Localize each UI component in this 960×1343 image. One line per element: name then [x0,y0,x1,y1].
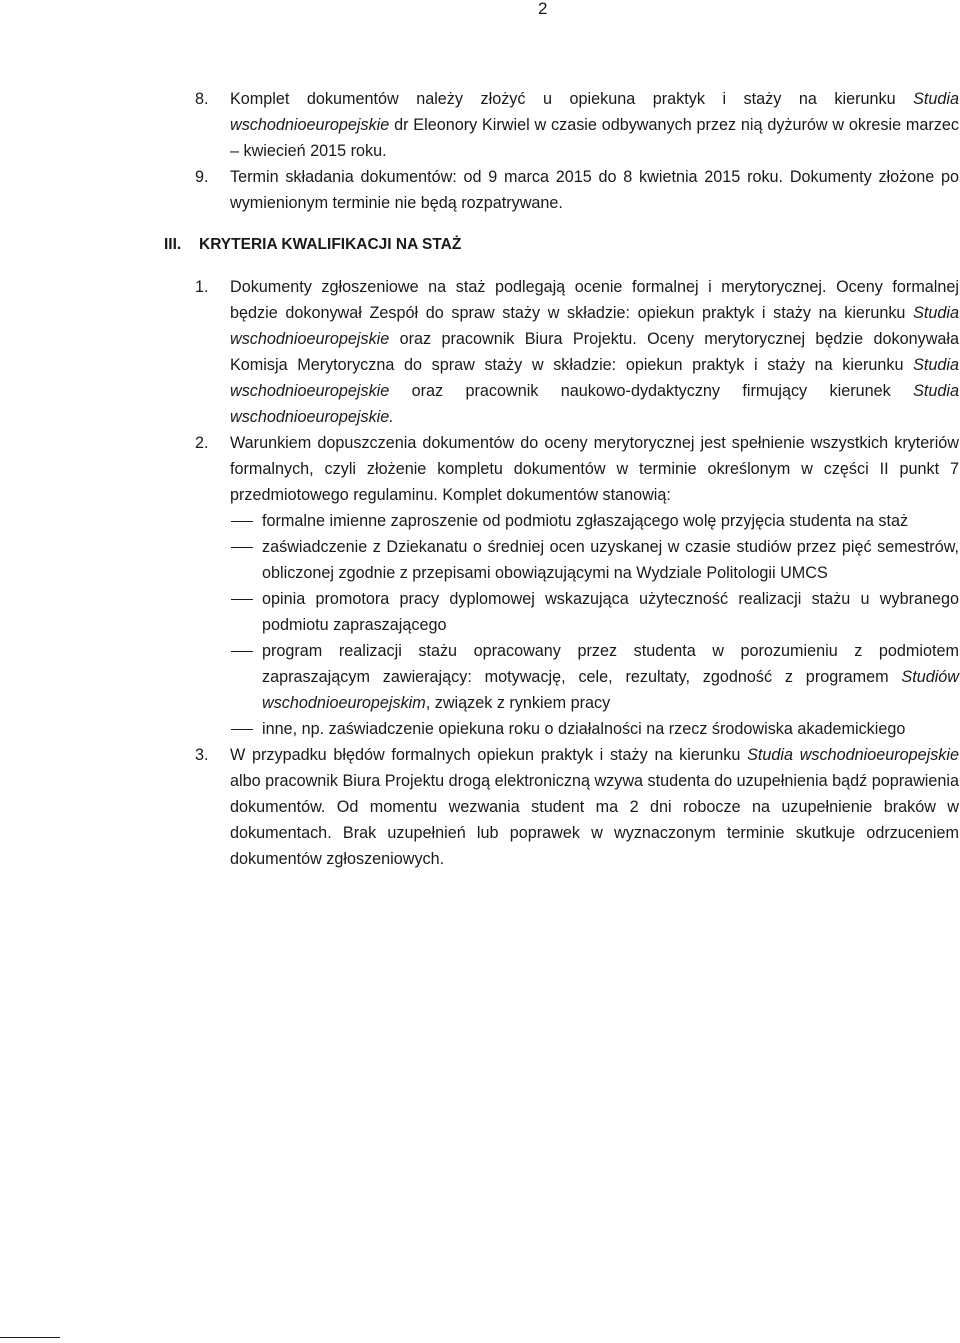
requirement-text [262,534,959,586]
text-segment: Komplet dokumentów należy złożyć u opiekuna praktyk i staży na kierunku [230,90,914,108]
dash-bullet [225,638,262,716]
text-segment: Dokumenty zgłoszeniowe na staż podlegają ocenie formalnej i merytorycznej. Oceny formalnej będzie dokonywał Zespół do spraw staży w składzie: opiekun praktyk i staży na kierunku [230,278,959,322]
item-number: 1. [195,278,209,296]
text-segment: inne, np. zaświadczenie opiekuna roku o działalności na rzecz środowiska akademickiego [262,720,906,738]
item-number: 8. [195,90,209,108]
requirement-item [225,716,959,742]
italic-text-segment: Studia wschodnioeuropejskie. [230,382,959,426]
item-text [230,164,959,216]
text-segment: Warunkiem dopuszczenia dokumentów do oceny merytorycznej jest spełnienie wszystkich kryteriów formalnych, czyli złożenie kompletu dokumentów w terminie określonym w części II punkt 7 przedmiotowego regulaminu. Komplet dokumentów stanowią: [230,434,959,504]
requirement-text [262,508,959,534]
italic-text-segment: Studia wschodnioeuropejskie [747,746,959,764]
section-number: III. [164,236,182,253]
item-text [230,274,959,430]
dash-bullet [225,534,262,586]
text-segment: zaświadczenie z Dziekanatu o średniej ocen uzyskanej w czasie studiów przez pięć semestrów, obliczonej zgodnie z przepisami obowiązującymi na Wydziale Politologii UMCS [262,538,959,582]
text-segment: formalne imienne zaproszenie od podmiotu zgłaszającego wolę przyjęcia studenta na staż [262,512,909,530]
section-heading [164,232,959,258]
requirement-text [262,716,959,742]
requirement-text [262,586,959,638]
requirement-item [225,534,959,586]
item-number: 2. [195,434,209,452]
item-number: 3. [195,746,209,764]
text-segment: oraz pracownik Biura Projektu. Oceny merytorycznej będzie dokonywała Komisja Merytoryczna do spraw staży w składzie: opiekun praktyk i staży na kierunku [230,330,959,374]
item-text [230,430,959,508]
italic-text-segment: Studia wschodnioeuropejskie [230,90,959,134]
text-segment: opinia promotora pracy dyplomowej wskazująca użyteczność realizacji stażu u wybranego podmiotu zapraszającego [262,590,959,634]
section-title: KRYTERIA KWALIFIKACJI NA STAŻ [199,236,462,253]
text-segment: Termin składania dokumentów: od 9 marca 2015 do 8 kwietnia 2015 roku. Dokumenty złożone po wymienionym terminie nie będą rozpatrywane. [230,168,959,212]
list-item [195,430,959,508]
item-number: 9. [195,168,209,186]
requirement-text [262,638,959,716]
item-text [230,86,959,164]
italic-text-segment: Studia wschodnioeuropejskie [230,356,959,400]
item-text [230,742,959,872]
text-segment: W przypadku błędów formalnych opiekun praktyk i staży na kierunku [230,746,748,764]
page-number: 2 [538,0,548,18]
list-item [195,742,959,872]
requirement-item [225,586,959,638]
list-item [195,164,959,216]
dash-bullet [225,508,262,534]
list-item [195,274,959,430]
requirements-list [225,508,959,742]
requirement-item [225,508,959,534]
list-item [195,86,959,164]
text-segment: , związek z rynkiem pracy [425,694,611,712]
text-segment: program realizacji stażu opracowany przez studenta w porozumieniu z podmiotem zapraszającym zawierający: motywację, cele, rezultaty, zgodność z programem [262,642,959,686]
dash-bullet [225,586,262,638]
italic-text-segment: Studia wschodnioeuropejskie [230,304,959,348]
requirement-item [225,638,959,716]
document-body [164,86,959,872]
text-segment: albo pracownik Biura Projektu drogą elektroniczną wzywa studenta do uzupełnienia bądź poprawienia dokumentów. Od momentu wezwania student ma 2 dni robocze na uzupełnienie braków w dokumentach. Brak uzupełnień lub poprawek w wyznaczonym terminie skutkuje odrzuceniem dokumentów zgłoszeniowych. [230,772,959,868]
text-segment: dr Eleonory Kirwiel w czasie odbywanych przez nią dyżurów w okresie marzec – kwiecień 2015 roku. [230,116,959,160]
text-segment: oraz pracownik naukowo-dydaktyczny firmujący kierunek [389,382,914,400]
dash-bullet [225,716,262,742]
italic-text-segment: Studiów wschodnioeuropejskim [262,668,959,712]
footnote-separator [0,1337,60,1338]
